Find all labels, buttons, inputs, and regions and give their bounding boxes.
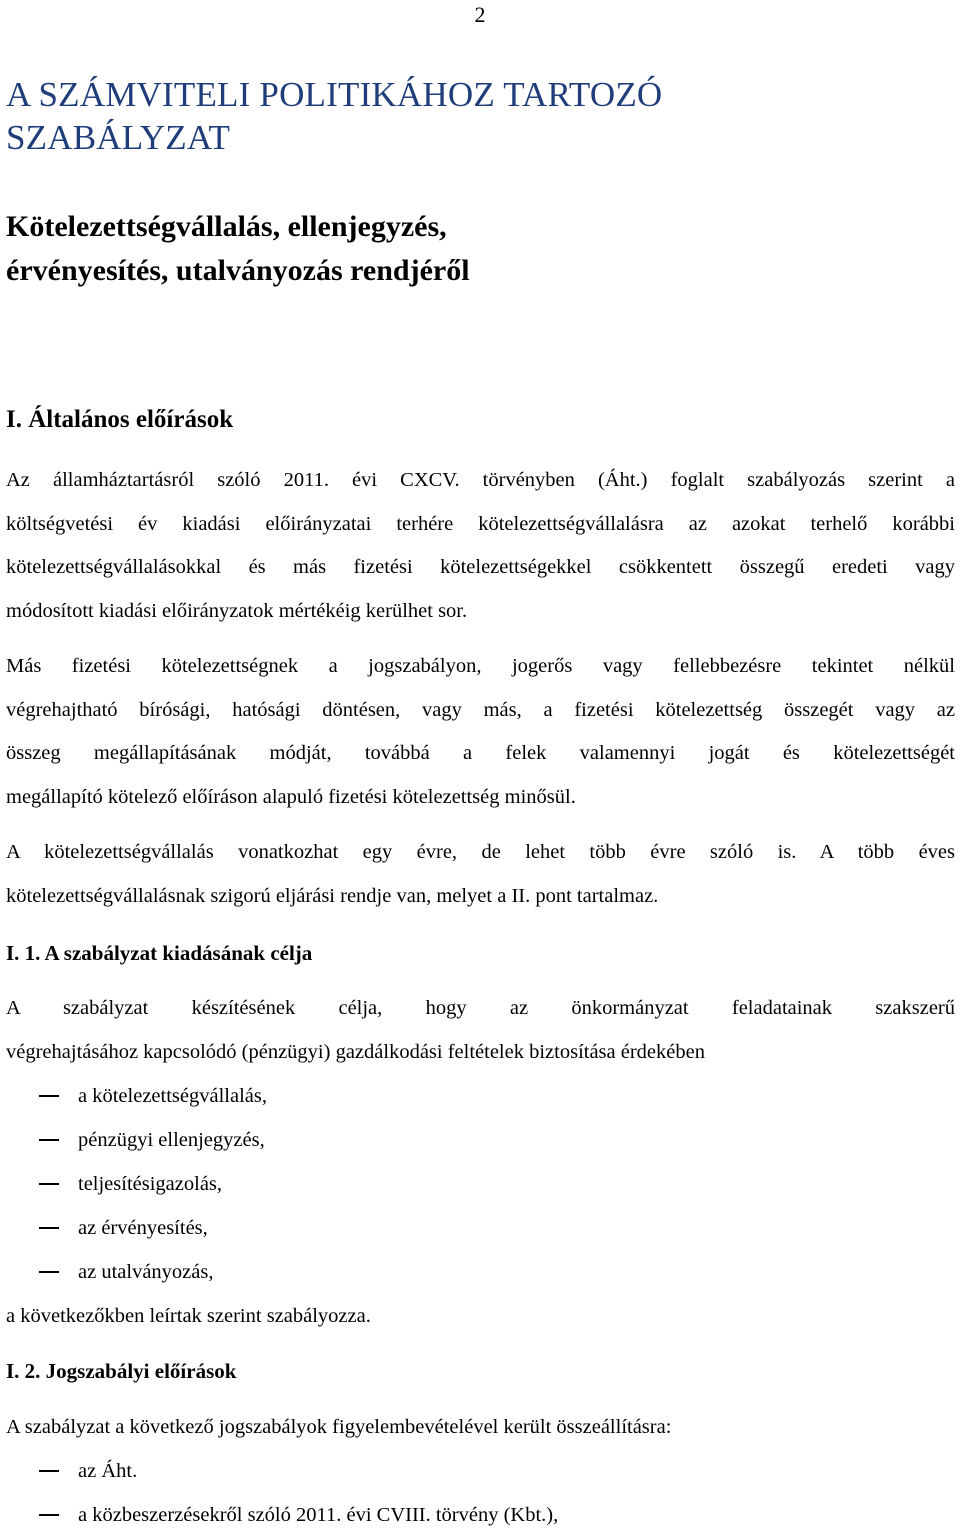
main-title <box>6 73 946 159</box>
section-heading-purpose: I. 1. A szabályzat kiadásának célja <box>6 941 313 965</box>
paragraph-line: költségvetési év kiadási előirányzatai terhére kötelezettségvállalásra az azokat terhelő korábbi <box>6 512 955 535</box>
dash-bullet-icon <box>39 1227 59 1229</box>
document-page: 2 A SZÁMVITELI POLITIKÁHOZ TARTOZÓ SZABÁLYZAT Kötelezettségvállalás, ellenjegyzés, érvényesítés, utalványozás rendjéről I. Általános előírások Az államháztartásról szóló 2011. évi CXCV. törvényben (Áht.) foglalt szabályozás szerint a költségvetési év kiadási előirányzatai terhére kötelezettségvállalásra az azokat terhelő korábbi kötelezettségvállalásokkal és más fizetési kötelezettségekkel csökkentett összegű eredeti vagy módosított kiadási előirányzatok mértékéig kerülhet sor. Más fizetési kötelezettségnek a jogszabályon, jogerős vagy fellebbezésre tekintet nélkül végrehajtható bírósági, hatósági döntésen, vagy más, a fizetési kötelezettség összegét vagy az összeg megállapításának módját, továbbá a felek valamennyi jogát és kötelezettségét megállapító kötelező előíráson alapuló fizetési kötelezettség minősül. A kötelezettségvállalás vonatkozhat egy évre, de lehet több évre szóló is. A több éves kötelezettségvállalásnak szigorú eljárási rendje van, melyet a II. pont tartalmaz. I. 1. A szabályzat kiadásának célja A szabályzat készítésének célja, hogy az önkormányzat feladatainak szakszerű végrehajtásához kapcsolódó (pénzügyi) gazdálkodási feltételek biztosítása érdekében a kötelezettségvállalás, pénzügyi ellenjegyzés, teljesítésigazolás, az érvényesítés, az utalványozás, a következőkben leírtak szerint szabályozza. I. 2. Jogszabályi előírások A szabályzat a következő jogszabályok figyelembevételével került összeállításra: az Áht. a közbeszerzésekről szóló 2011. évi CVIII. törvény (Kbt.), <box>0 0 960 1531</box>
paragraph-other-obligation <box>6 645 955 819</box>
paragraph-line: megállapító kötelező előíráson alapuló fizetési kötelezettség minősül. <box>6 785 576 808</box>
sub-title-line-1: Kötelezettségvállalás, ellenjegyzés, <box>6 210 447 243</box>
paragraph-purpose <box>6 987 955 1074</box>
dash-bullet-icon <box>39 1139 59 1141</box>
dash-bullet-icon <box>39 1095 59 1097</box>
paragraph-line: módosított kiadási előirányzatok mértékéig kerülhet sor. <box>6 599 468 622</box>
paragraph-line: végrehajtható bírósági, hatósági döntésen, vagy más, a fizetési kötelezettség összegét vagy az <box>6 698 955 721</box>
dash-bullet-icon <box>39 1183 59 1185</box>
paragraph-line: összeg megállapításának módját, továbbá a felek valamennyi jogát és kötelezettségét <box>6 742 955 764</box>
dash-bullet-icon <box>39 1470 59 1472</box>
sub-title <box>6 205 946 293</box>
page-number: 2 <box>474 2 486 27</box>
main-title-line-1: A SZÁMVITELI POLITIKÁHOZ TARTOZÓ <box>6 75 663 114</box>
paragraph-line: végrehajtásához kapcsolódó (pénzügyi) gazdálkodási feltételek biztosítása érdekében <box>6 1040 705 1063</box>
paragraph-line: kötelezettségvállalásnak szigorú eljárási rendje van, melyet a II. pont tartalmaz. <box>6 884 659 907</box>
section-heading-legal: I. 2. Jogszabályi előírások <box>6 1359 237 1383</box>
sub-title-line-2: érvényesítés, utalványozás rendjéről <box>6 254 470 287</box>
paragraph-line: kötelezettségvállalásokkal és más fizetési kötelezettségekkel csökkentett összegű eredeti vagy <box>6 556 955 578</box>
paragraph-line: Az államháztartásról szóló 2011. évi CXCV. törvényben (Áht.) foglalt szabályozás szerint a <box>6 469 955 491</box>
paragraph-line: A kötelezettségvállalás vonatkozhat egy évre, de lehet több évre szóló is. A több éves <box>6 841 955 863</box>
purpose-closing-text: a következőkben leírtak szerint szabályozza. <box>6 1305 371 1327</box>
dash-bullet-icon <box>39 1514 59 1516</box>
main-title-line-2: SZABÁLYZAT <box>6 118 231 157</box>
paragraph-multi-year <box>6 831 955 918</box>
paragraph-aht-rule <box>6 459 955 633</box>
paragraph-line: Más fizetési kötelezettségnek a jogszabályon, jogerős vagy fellebbezésre tekintet nélkül <box>6 655 955 677</box>
legal-intro-text: A szabályzat a következő jogszabályok figyelembevételével került összeállításra: <box>6 1416 672 1438</box>
dash-bullet-icon <box>39 1271 59 1273</box>
paragraph-line: A szabályzat készítésének célja, hogy az önkormányzat feladatainak szakszerű <box>6 997 955 1019</box>
section-heading-general: I. Általános előírások <box>6 406 234 433</box>
